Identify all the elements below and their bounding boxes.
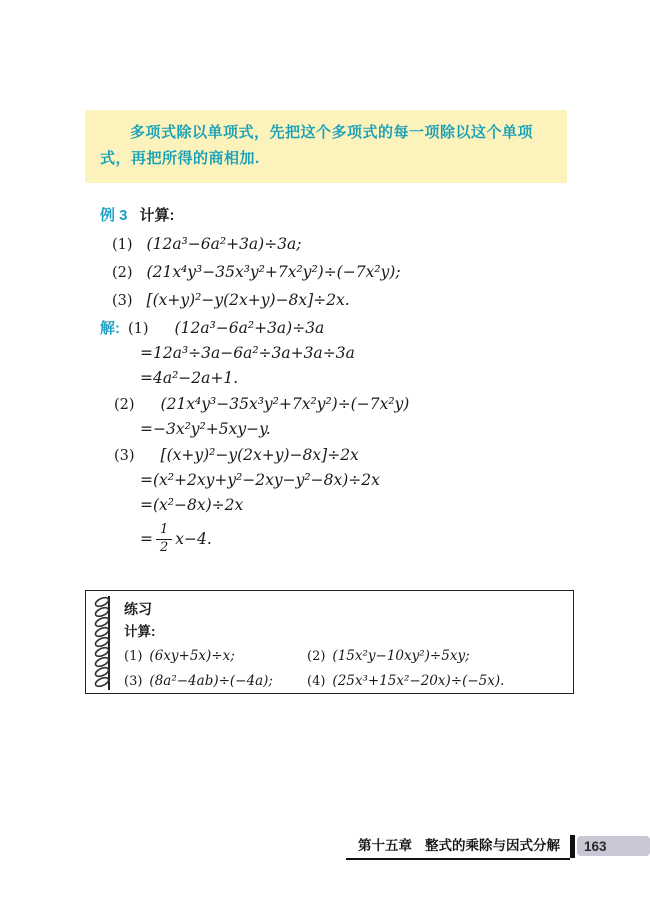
problem-number: (3) xyxy=(112,293,133,309)
practice-row xyxy=(124,668,563,693)
example-section xyxy=(100,201,580,560)
problem-expression: [(x+y)²−y(2x+y)−8x]÷2x. xyxy=(146,291,350,309)
practice-item-number: (3) xyxy=(124,674,143,689)
solution-step: =4a²−2a+1. xyxy=(140,369,239,387)
solution-section xyxy=(100,315,580,560)
practice-item-expression: (6xy+5x)÷x; xyxy=(149,648,235,664)
practice-item xyxy=(307,643,470,668)
solution-expression: (21x⁴y³−35x³y²+7x²y²)÷(−7x²y) xyxy=(160,395,410,413)
practice-item-number: (1) xyxy=(124,649,143,664)
problem-number: (2) xyxy=(112,265,133,281)
problem-expression: (12a³−6a²+3a)÷3a; xyxy=(146,235,302,253)
solution-head xyxy=(100,391,580,417)
problem-line xyxy=(100,230,580,258)
fraction-numerator: 1 xyxy=(156,523,172,540)
problem-line xyxy=(100,286,580,314)
solution-expression: [(x+y)²−y(2x+y)−8x]÷2x xyxy=(160,446,359,464)
solution-number: (3) xyxy=(114,448,135,464)
example-label: 例 3 xyxy=(100,207,128,224)
practice-box xyxy=(85,590,574,694)
key-concept-box xyxy=(85,110,567,183)
solution-head xyxy=(100,442,580,468)
practice-subtitle: 计算: xyxy=(124,624,156,639)
page-number-strip xyxy=(577,836,650,856)
chapter-number: 第十五章 xyxy=(358,838,412,853)
problem-line xyxy=(100,258,580,286)
solution-expression: (12a³−6a²+3a)÷3a xyxy=(174,319,325,337)
solution-step: =12a³÷3a−6a²÷3a+3a÷3a xyxy=(140,344,355,362)
fraction-denominator: 2 xyxy=(160,539,169,555)
solution-step: =−3x²y²+5xy−y. xyxy=(140,420,271,438)
fraction xyxy=(156,523,172,556)
practice-title: 练习 xyxy=(124,601,152,617)
solution-number: (1) xyxy=(128,321,149,337)
problem-expression: (21x⁴y³−35x³y²+7x²y²)÷(−7x²y); xyxy=(146,263,401,281)
chapter-name: 整式的乘除与因式分解 xyxy=(425,838,560,853)
page-footer xyxy=(0,833,650,859)
practice-content xyxy=(86,591,573,699)
solution-head xyxy=(100,315,580,341)
solution-label: 解: xyxy=(100,320,120,337)
practice-item-expression: (15x²y−10xy²)÷5xy; xyxy=(332,648,470,664)
practice-item-number: (4) xyxy=(307,674,326,689)
practice-item-number: (2) xyxy=(307,649,326,664)
key-concept-text: 多项式除以单项式，先把这个多项式的每一项除以这个单项式，再把所得的商相加. xyxy=(100,124,534,167)
page-number: 163 xyxy=(584,838,607,854)
solution-step: =(x²−8x)÷2x xyxy=(140,496,244,514)
practice-item xyxy=(124,668,307,693)
example-heading xyxy=(100,201,580,230)
footer-chapter-title xyxy=(346,832,570,860)
solution-final-rest: x−4. xyxy=(175,530,212,548)
solution-number: (2) xyxy=(114,397,135,413)
practice-item xyxy=(307,668,504,693)
practice-item-expression: (25x³+15x²−20x)÷(−5x). xyxy=(332,673,505,689)
solution-final-step xyxy=(140,518,580,560)
footer-divider-bar xyxy=(570,835,575,858)
practice-row xyxy=(124,643,563,668)
solution-step: =(x²+2xy+y²−2xy−y²−8x)÷2x xyxy=(140,471,380,489)
practice-item xyxy=(124,643,307,668)
problem-number: (1) xyxy=(112,237,133,253)
practice-item-expression: (8a²−4ab)÷(−4a); xyxy=(149,673,273,689)
example-title: 计算: xyxy=(139,207,175,224)
equals-sign: = xyxy=(140,530,153,548)
spiral-binding-icon xyxy=(91,594,118,692)
